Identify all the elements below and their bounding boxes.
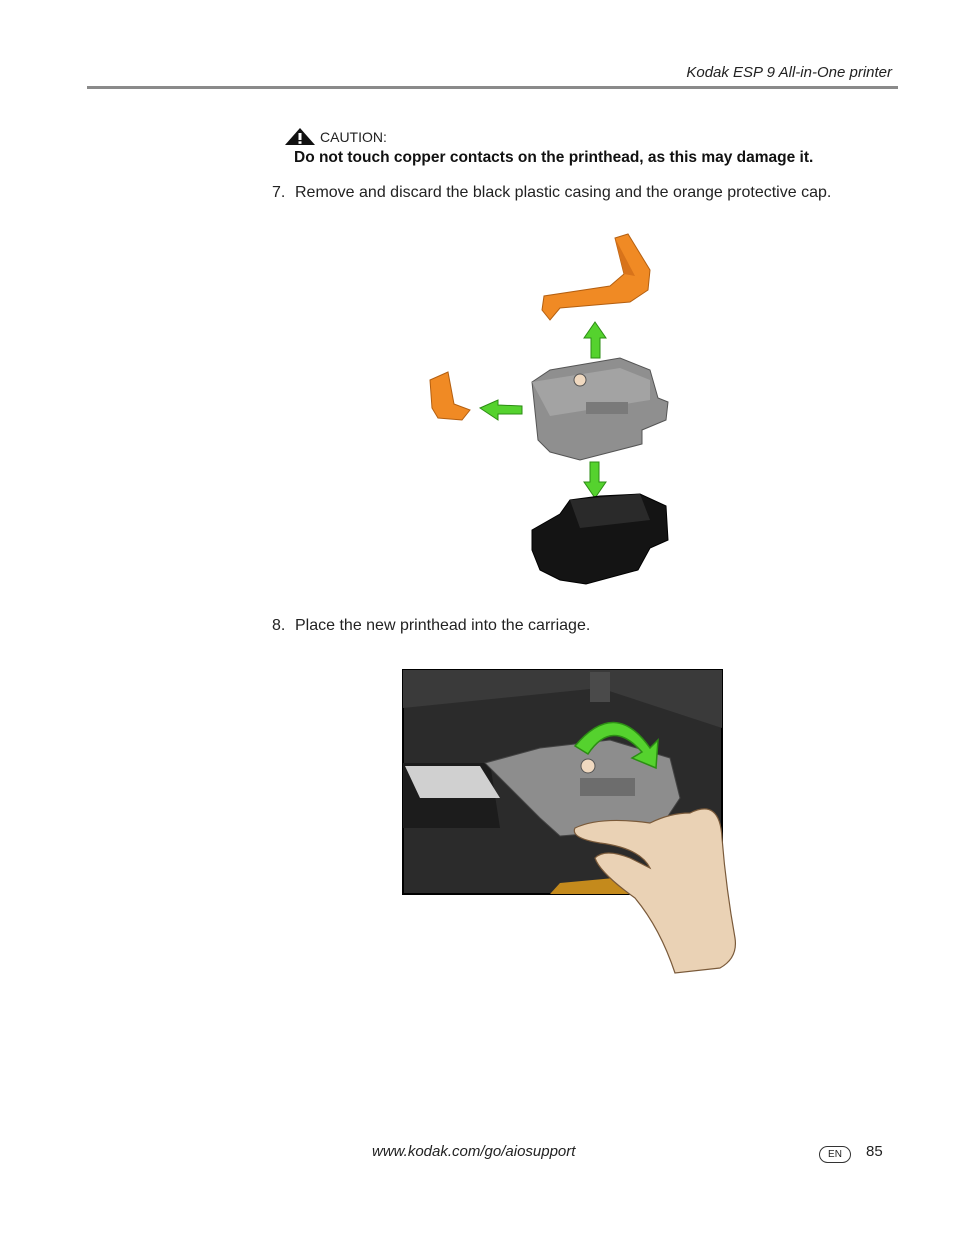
page-number: 85 [866, 1143, 883, 1160]
printhead-insertion-illustration [400, 668, 740, 974]
caution-text: Do not touch copper contacts on the printhead, as this may damage it. [294, 149, 814, 166]
step-text: Place the new printhead into the carriage. [295, 617, 591, 634]
step-number: 7. [272, 184, 286, 201]
black-casing-illustration [532, 494, 668, 584]
footer-url: www.kodak.com/go/aiosupport [372, 1143, 576, 1160]
caution-label: CAUTION: [320, 128, 387, 145]
step-7 [272, 184, 831, 202]
warning-triangle-icon [284, 127, 316, 146]
caution-label-row [284, 127, 387, 146]
printhead-removal-illustration [410, 230, 680, 592]
green-arrow-down-icon [584, 462, 606, 498]
step-8 [272, 617, 590, 635]
orange-clip-illustration [430, 372, 470, 420]
language-badge: EN [819, 1146, 851, 1163]
header-divider [87, 86, 898, 89]
orange-cap-illustration [542, 234, 650, 320]
gray-printhead-illustration [532, 358, 668, 460]
step-text: Remove and discard the black plastic casing and the orange protective cap. [295, 184, 832, 201]
step-number: 8. [272, 617, 286, 634]
green-arrow-up-icon [584, 322, 606, 358]
green-arrow-left-icon [480, 400, 522, 420]
running-header: Kodak ESP 9 All-in-One printer [686, 64, 892, 81]
